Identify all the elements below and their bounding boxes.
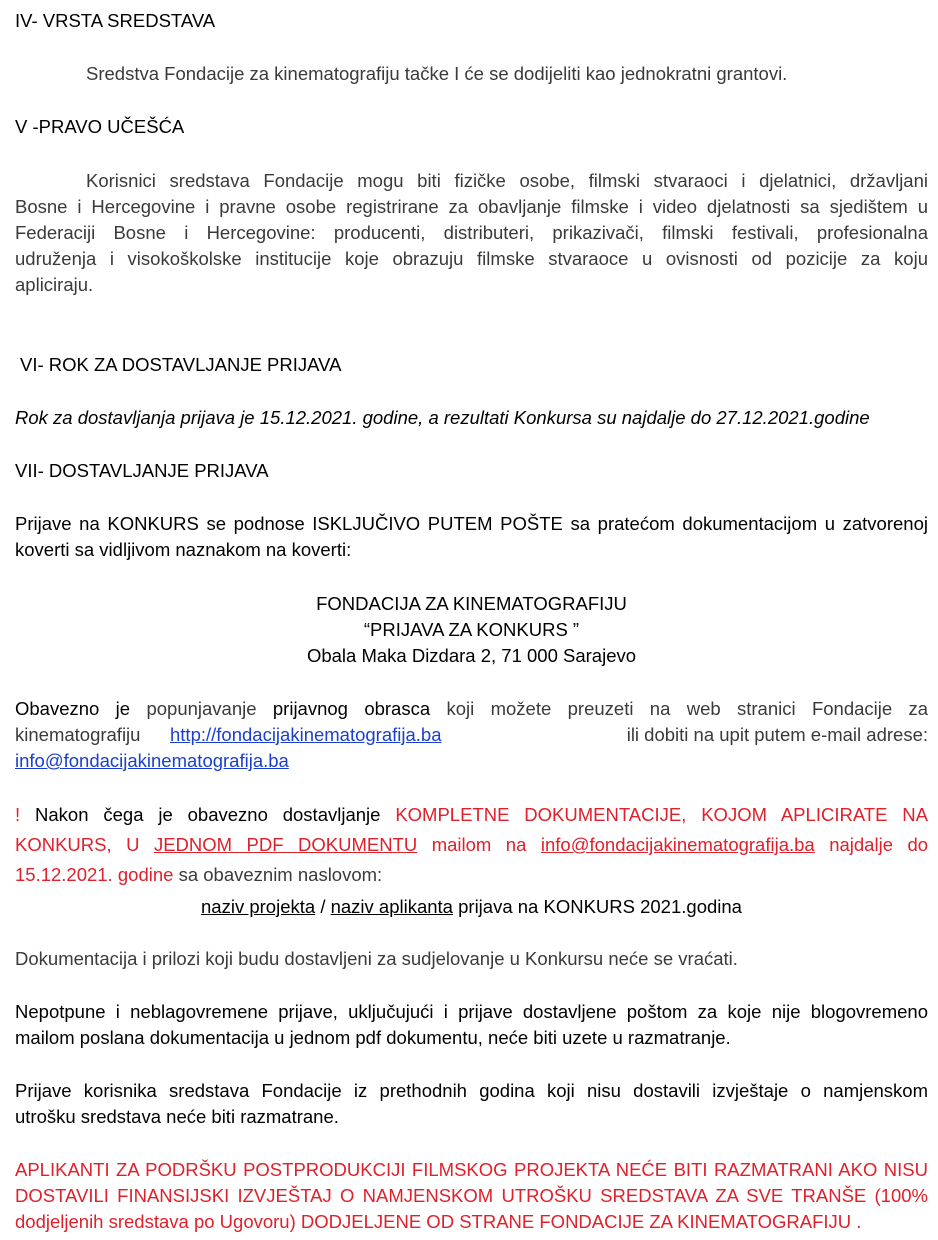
subject-line xyxy=(15,894,928,921)
address-line-3: Obala Maka Dizdara 2, 71 000 Sarajevo xyxy=(306,645,637,666)
section-iv-heading: IV- VRSTA SREDSTAVA xyxy=(15,10,216,31)
notice-konkurs: KONKURS, U xyxy=(15,834,140,855)
form-rest: koji možete preuzeti na web stranici Fondacije za xyxy=(446,698,929,719)
section-iv-text: Sredstva Fondacije za kinematografiju tačke I će se dodijeliti kao jednokratni grantovi. xyxy=(86,63,788,84)
notice-pdf-underline: JEDNOM PDF DOKUMENTU xyxy=(153,834,418,855)
form-popunjavanje: popunjavanje xyxy=(146,698,257,719)
warning-line-1: APLIKANTI ZA PODRŠKU POSTPRODUKCIJI FILMSKOG PROJEKTA NEĆE BITI RAZMATRANI AKO NISU xyxy=(15,1159,928,1180)
section-v-heading: V -PRAVO UČEŠĆA xyxy=(15,116,185,137)
form-kinematografiju: kinematografiju xyxy=(15,724,141,745)
documents-note: Dokumentacija i prilozi koji budu dostavljeni za sudjelovanje u Konkursu neće se vraćati. xyxy=(15,948,738,969)
notice-line-1 xyxy=(15,802,928,829)
email-link[interactable]: info@fondacijakinematografija.ba xyxy=(15,750,289,771)
previous-line-2: utrošku sredstava neće biti razmatrane. xyxy=(15,1106,339,1127)
notice-mailom: mailom na xyxy=(431,834,527,855)
address-line-1: FONDACIJA ZA KINEMATOGRAFIJU xyxy=(316,593,627,614)
previous-line-1: Prijave korisnika sredstava Fondacije iz prethodnih godina koji nisu dostavili izvještaje o namjenskom xyxy=(15,1080,928,1101)
subject-rest: prijava na KONKURS 2021.godina xyxy=(458,896,742,917)
notice-line-2 xyxy=(15,832,928,859)
address-line-2: “PRIJAVA ZA KONKURS ” xyxy=(363,619,580,640)
notice-red-1: KOMPLETNE DOKUMENTACIJE, KOJOM APLICIRATE NA xyxy=(395,804,928,825)
incomplete-line-2: mailom poslana dokumentacija u jednom pdf dokumentu, neće biti uzete u razmatranje. xyxy=(15,1027,731,1048)
notice-text-1: Nakon čega je obavezno dostavljanje xyxy=(35,804,381,825)
form-email-prompt: ili dobiti na upit putem e-mail adrese: xyxy=(626,724,928,745)
notice-date: 15.12.2021. godine xyxy=(15,864,174,885)
subject-separator: / xyxy=(320,896,326,917)
warning-line-3: dodjeljenih sredstava po Ugovoru) DODJELJENE OD STRANE FONDACIJE ZA KINEMATOGRAFIJU . xyxy=(15,1211,862,1232)
section-v-line-2: Bosne i Hercegovine i pravne osobe registrirane za obavljanje filmske i video djelatnosti sa sjedištem u xyxy=(15,196,928,217)
form-line-1 xyxy=(15,696,928,723)
form-obavezno: Obavezno je xyxy=(15,698,131,719)
submission-line-1: Prijave na KONKURS se podnose ISKLJUČIVO PUTEM POŠTE sa pratećom dokumentacijom u zatvorenoj xyxy=(15,513,928,534)
section-v-line-4: udruženja i visokoškolske institucije koje obrazuju filmske stvaraoce u ovisnosti od pozicije za koju xyxy=(15,248,928,269)
form-line-3 xyxy=(15,748,928,775)
section-v-line-3: Federaciji Bosne i Hercegovine: producenti, distributeri, prikazivači, filmski festivali, profesionalna xyxy=(15,222,928,243)
exclamation-icon: ! xyxy=(15,804,21,825)
section-v-line-1: Korisnici sredstava Fondacije mogu biti fizičke osobe, filmski stvaraoci i djelatnici, državljani xyxy=(86,170,928,191)
form-line-2 xyxy=(15,722,928,749)
section-vi-heading: VI- ROK ZA DOSTAVLJANJE PRIJAVA xyxy=(20,354,342,375)
section-v-line-5: apliciraju. xyxy=(15,274,94,295)
warning-line-2: DOSTAVILI FINANSIJSKI IZVJEŠTAJ O NAMJENSKOM UTROŠKU SREDSTAVA ZA SVE TRANŠE (100% xyxy=(15,1185,928,1206)
notice-subject-label: sa obaveznim naslovom: xyxy=(178,864,383,885)
subject-applicant-name: naziv aplikanta xyxy=(330,896,453,917)
notice-line-3 xyxy=(15,862,928,889)
section-vii-heading: VII- DOSTAVLJANJE PRIJAVA xyxy=(15,460,269,481)
form-prijavnog-obrasca: prijavnog obrasca xyxy=(272,698,431,719)
subject-project-name: naziv projekta xyxy=(201,896,316,917)
deadline-text: Rok za dostavljanja prijava je 15.12.2021. godine, a rezultati Konkursa su najdalje do 27.12.2021.godine xyxy=(15,407,870,428)
incomplete-line-1: Nepotpune i neblagovremene prijave, uključujući i prijave dostavljene poštom za koje nije blogovremeno xyxy=(15,1001,928,1022)
submission-line-2: koverti sa vidljivom naznakom na koverti: xyxy=(15,539,352,560)
website-link[interactable]: http://fondacijakinematografija.ba xyxy=(170,724,442,745)
notice-email-link[interactable]: info@fondacijakinematografija.ba xyxy=(540,834,815,855)
notice-najdalje: najdalje do xyxy=(829,834,929,855)
